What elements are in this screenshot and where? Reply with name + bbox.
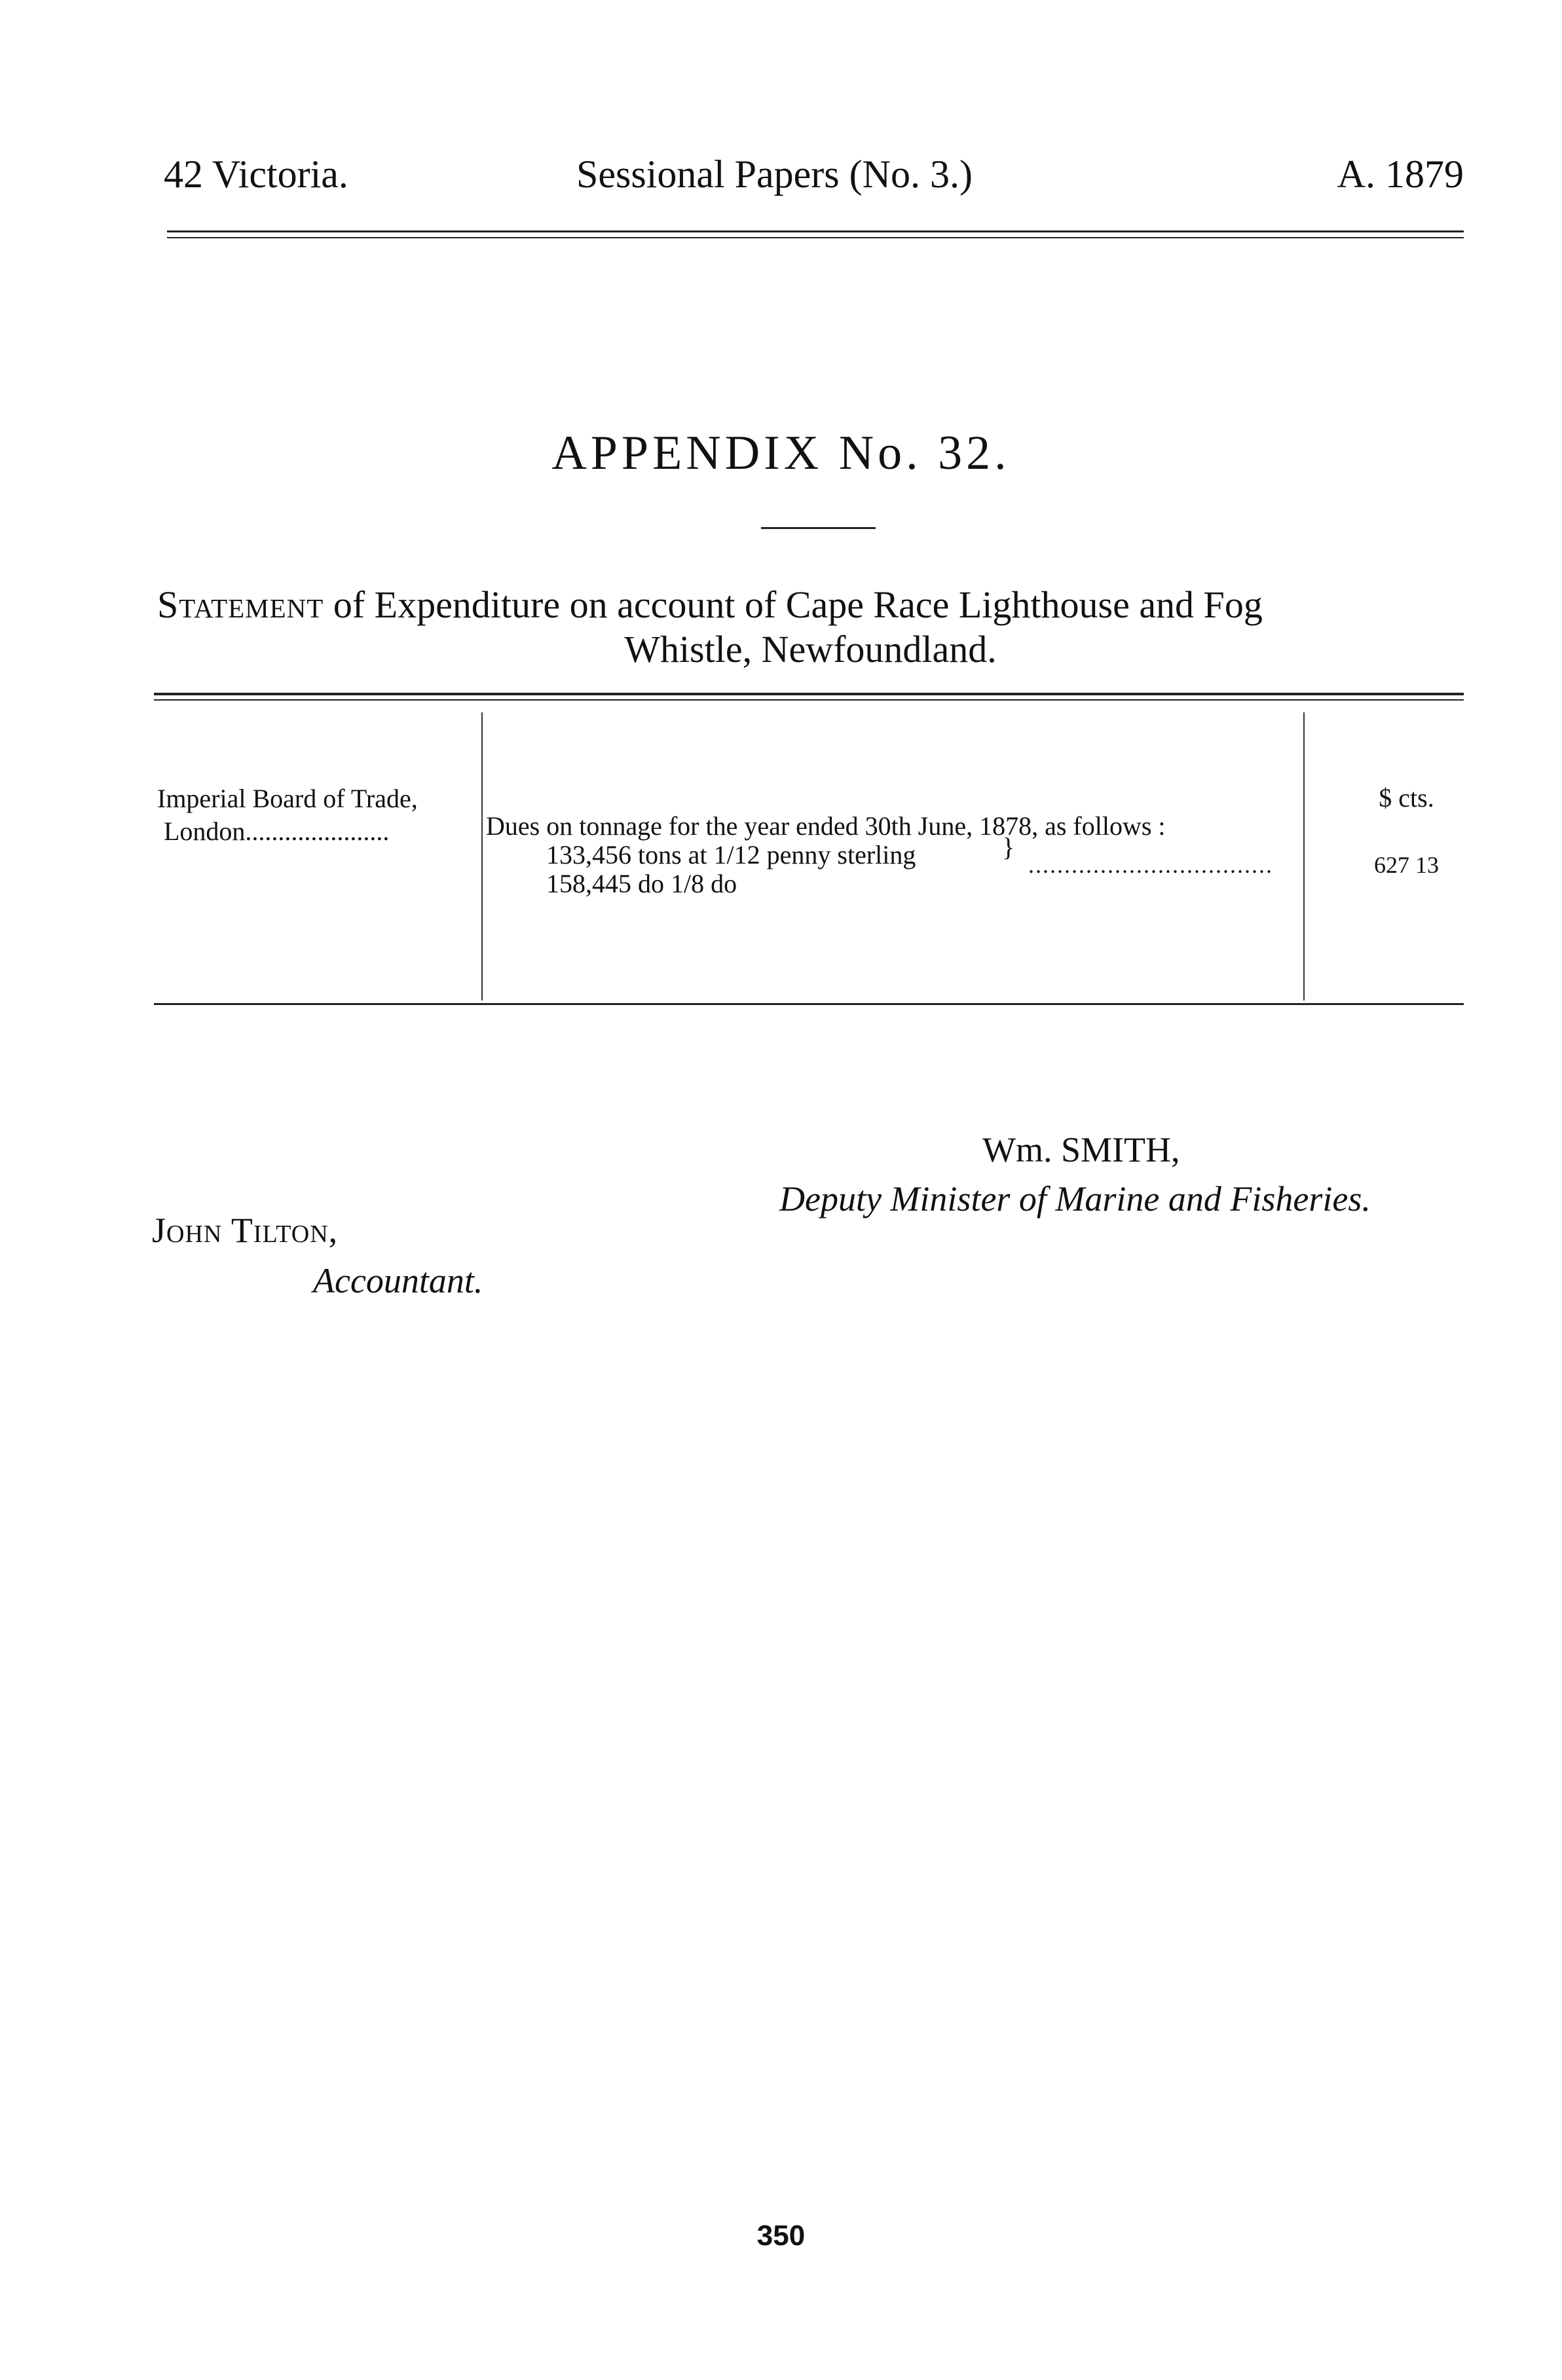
table-rule-top-thin (154, 699, 1464, 701)
header-rule-thin (167, 237, 1464, 238)
header-rule (167, 230, 1464, 232)
table-column-divider (1303, 712, 1305, 1000)
statement-text-1: of Expenditure on account of Cape Race Lighthouse and Fog (324, 583, 1263, 626)
payee-cell (157, 782, 418, 848)
table-rule-bottom (154, 1003, 1464, 1005)
payee-line-2: London...................... (164, 816, 390, 846)
description-line-3: 158,445 do 1/8 do (546, 869, 737, 898)
page-title: APPENDIX No. 32. (551, 426, 1011, 480)
signatory-tilton-name: John Tilton, (152, 1211, 339, 1250)
money-column-header: $ cts. (1379, 783, 1434, 813)
table-column-divider (481, 712, 483, 1000)
header-left: 42 Victoria. (164, 153, 348, 196)
description-leaders: .................................. (1028, 852, 1273, 878)
page-number: 350 (756, 2220, 806, 2252)
signatory-tilton-title: Accountant. (313, 1261, 483, 1300)
statement-text-2: Whistle, Newfoundland. (624, 628, 997, 670)
payee-line-1: Imperial Board of Trade, (157, 784, 418, 813)
header-center: Sessional Papers (No. 3.) (576, 153, 973, 196)
signatory-smith-title: Deputy Minister of Marine and Fisheries. (779, 1179, 1371, 1218)
signatory-smith-name: Wm. SMITH, (982, 1130, 1180, 1169)
description-line-1: Dues on tonnage for the year ended 30th June, 1878, as follows : (486, 811, 1166, 841)
statement-heading (157, 583, 1464, 672)
statement-lead: Statement (157, 583, 324, 626)
header-right: A. 1879 (1337, 153, 1464, 196)
table-rule-top (154, 693, 1464, 695)
brace-glyph: } (1002, 832, 1015, 862)
title-rule (761, 527, 876, 529)
description-line-2: 133,456 tons at 1/12 penny sterling (546, 840, 916, 870)
amount-value: 627 13 (1374, 852, 1439, 878)
